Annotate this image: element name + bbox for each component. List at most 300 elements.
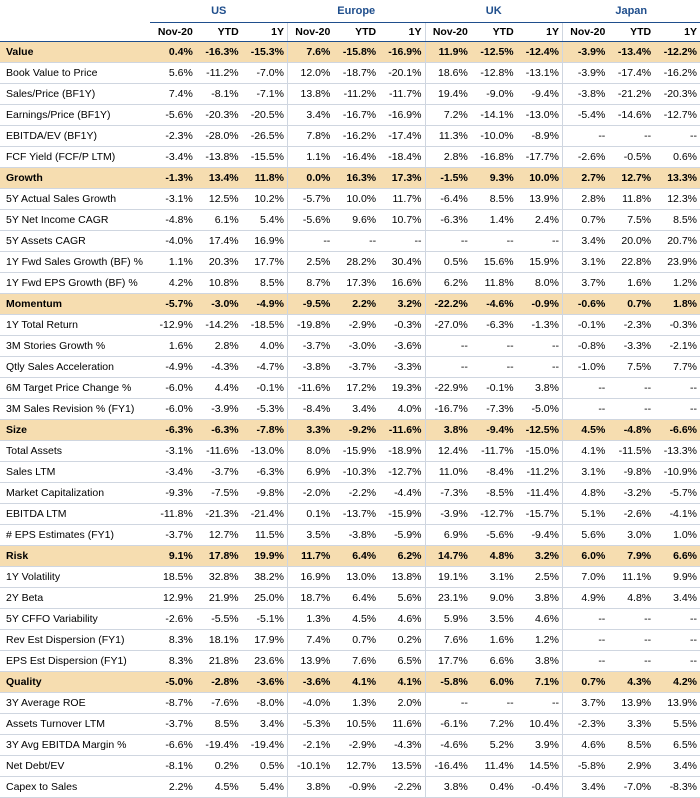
- value-cell: 6.1%: [196, 210, 242, 231]
- value-cell: 13.3%: [654, 168, 700, 189]
- label-column-header: [0, 23, 150, 42]
- region-header-japan: Japan: [562, 0, 700, 23]
- value-cell: 0.7%: [562, 672, 608, 693]
- value-cell: 16.3%: [333, 168, 379, 189]
- value-cell: -5.6%: [471, 525, 517, 546]
- value-cell: 8.5%: [196, 714, 242, 735]
- value-cell: -0.1%: [471, 378, 517, 399]
- value-cell: 7.2%: [425, 105, 471, 126]
- column-header: Nov-20: [287, 23, 333, 42]
- value-cell: 11.7%: [287, 546, 333, 567]
- value-cell: 4.6%: [562, 735, 608, 756]
- value-cell: 3.7%: [562, 273, 608, 294]
- value-cell: -16.2%: [654, 63, 700, 84]
- value-cell: --: [654, 651, 700, 672]
- value-cell: 4.2%: [654, 672, 700, 693]
- value-cell: -5.7%: [150, 294, 196, 315]
- value-cell: -3.1%: [150, 441, 196, 462]
- value-cell: -11.2%: [333, 84, 379, 105]
- value-cell: -2.1%: [287, 735, 333, 756]
- value-cell: -13.0%: [517, 105, 563, 126]
- table-row: [0, 210, 700, 231]
- value-cell: -1.3%: [150, 168, 196, 189]
- value-cell: -4.0%: [150, 231, 196, 252]
- value-cell: -3.2%: [608, 483, 654, 504]
- value-cell: 10.8%: [196, 273, 242, 294]
- row-label: FCF Yield (FCF/P LTM): [0, 147, 150, 168]
- value-cell: 2.5%: [517, 567, 563, 588]
- value-cell: -9.8%: [608, 462, 654, 483]
- value-cell: 4.6%: [379, 609, 425, 630]
- value-cell: -15.8%: [333, 42, 379, 63]
- value-cell: -0.3%: [379, 315, 425, 336]
- value-cell: -3.7%: [287, 336, 333, 357]
- value-cell: -5.5%: [196, 609, 242, 630]
- value-cell: 11.7%: [379, 189, 425, 210]
- value-cell: -7.0%: [608, 777, 654, 798]
- value-cell: -8.7%: [150, 693, 196, 714]
- row-label: Earnings/Price (BF1Y): [0, 105, 150, 126]
- value-cell: --: [654, 126, 700, 147]
- value-cell: 8.5%: [608, 735, 654, 756]
- row-label: Net Debt/EV: [0, 756, 150, 777]
- value-cell: --: [471, 357, 517, 378]
- value-cell: -12.2%: [654, 42, 700, 63]
- value-cell: -3.8%: [287, 357, 333, 378]
- value-cell: 7.6%: [333, 651, 379, 672]
- value-cell: -9.0%: [471, 84, 517, 105]
- value-cell: -7.3%: [425, 483, 471, 504]
- table-row: [0, 630, 700, 651]
- value-cell: 2.8%: [196, 336, 242, 357]
- value-cell: -2.6%: [150, 609, 196, 630]
- value-cell: --: [333, 231, 379, 252]
- table-row: [0, 504, 700, 525]
- value-cell: 7.6%: [425, 630, 471, 651]
- value-cell: 8.5%: [242, 273, 288, 294]
- value-cell: -3.9%: [196, 399, 242, 420]
- value-cell: 4.0%: [379, 399, 425, 420]
- value-cell: -14.2%: [196, 315, 242, 336]
- value-cell: -5.6%: [287, 210, 333, 231]
- value-cell: -3.7%: [150, 714, 196, 735]
- value-cell: -0.9%: [333, 777, 379, 798]
- value-cell: -8.3%: [654, 777, 700, 798]
- value-cell: -2.6%: [562, 147, 608, 168]
- value-cell: -6.6%: [654, 420, 700, 441]
- table-row: [0, 252, 700, 273]
- value-cell: 25.0%: [242, 588, 288, 609]
- value-cell: -17.4%: [379, 126, 425, 147]
- category-row: [0, 42, 700, 63]
- column-header: 1Y: [242, 23, 288, 42]
- value-cell: -3.6%: [287, 672, 333, 693]
- value-cell: 4.5%: [333, 609, 379, 630]
- value-cell: 6.0%: [562, 546, 608, 567]
- value-cell: -3.0%: [333, 336, 379, 357]
- value-cell: 0.7%: [608, 294, 654, 315]
- value-cell: -14.1%: [471, 105, 517, 126]
- value-cell: -9.5%: [287, 294, 333, 315]
- value-cell: -10.9%: [654, 462, 700, 483]
- value-cell: 7.7%: [654, 357, 700, 378]
- value-cell: 16.6%: [379, 273, 425, 294]
- value-cell: 17.3%: [379, 168, 425, 189]
- value-cell: 6.2%: [379, 546, 425, 567]
- value-cell: -10.0%: [471, 126, 517, 147]
- value-cell: -7.3%: [471, 399, 517, 420]
- column-header: 1Y: [654, 23, 700, 42]
- row-label: 5Y Net Income CAGR: [0, 210, 150, 231]
- value-cell: -7.0%: [242, 63, 288, 84]
- value-cell: --: [562, 126, 608, 147]
- value-cell: 12.9%: [150, 588, 196, 609]
- value-cell: -3.7%: [196, 462, 242, 483]
- value-cell: -11.4%: [517, 483, 563, 504]
- value-cell: -19.8%: [287, 315, 333, 336]
- value-cell: --: [562, 399, 608, 420]
- value-cell: -4.9%: [150, 357, 196, 378]
- value-cell: -2.8%: [196, 672, 242, 693]
- value-cell: -3.9%: [425, 504, 471, 525]
- value-cell: --: [379, 231, 425, 252]
- value-cell: -1.3%: [517, 315, 563, 336]
- value-cell: -5.3%: [242, 399, 288, 420]
- value-cell: 0.4%: [471, 777, 517, 798]
- row-label: Quality: [0, 672, 150, 693]
- value-cell: 20.3%: [196, 252, 242, 273]
- value-cell: -6.4%: [425, 189, 471, 210]
- value-cell: 4.1%: [379, 672, 425, 693]
- value-cell: -9.2%: [333, 420, 379, 441]
- value-cell: --: [562, 378, 608, 399]
- value-cell: -3.4%: [150, 462, 196, 483]
- value-cell: -13.3%: [654, 441, 700, 462]
- value-cell: 19.4%: [425, 84, 471, 105]
- value-cell: 7.0%: [562, 567, 608, 588]
- row-label: EBITDA/EV (BF1Y): [0, 126, 150, 147]
- value-cell: --: [654, 630, 700, 651]
- table-row: [0, 756, 700, 777]
- value-cell: --: [608, 609, 654, 630]
- value-cell: -16.7%: [425, 399, 471, 420]
- value-cell: 23.6%: [242, 651, 288, 672]
- value-cell: -5.0%: [517, 399, 563, 420]
- value-cell: -20.5%: [242, 105, 288, 126]
- table-row: [0, 147, 700, 168]
- value-cell: 16.9%: [287, 567, 333, 588]
- value-cell: -4.3%: [379, 735, 425, 756]
- value-cell: -18.7%: [333, 63, 379, 84]
- table-row: [0, 777, 700, 798]
- value-cell: --: [608, 378, 654, 399]
- table-row: [0, 567, 700, 588]
- value-cell: -3.7%: [333, 357, 379, 378]
- value-cell: 0.5%: [242, 756, 288, 777]
- row-label: Value: [0, 42, 150, 63]
- value-cell: -12.7%: [654, 105, 700, 126]
- value-cell: -9.3%: [150, 483, 196, 504]
- value-cell: -2.9%: [333, 315, 379, 336]
- value-cell: 6.5%: [379, 651, 425, 672]
- value-cell: -2.3%: [562, 714, 608, 735]
- value-cell: 0.5%: [425, 252, 471, 273]
- value-cell: -20.1%: [379, 63, 425, 84]
- value-cell: -11.6%: [196, 441, 242, 462]
- value-cell: 7.4%: [150, 84, 196, 105]
- row-label: 6M Target Price Change %: [0, 378, 150, 399]
- value-cell: 11.3%: [425, 126, 471, 147]
- value-cell: -21.3%: [196, 504, 242, 525]
- value-cell: -6.6%: [150, 735, 196, 756]
- value-cell: -5.7%: [287, 189, 333, 210]
- value-cell: 5.9%: [425, 609, 471, 630]
- table-row: [0, 588, 700, 609]
- row-label: 2Y Beta: [0, 588, 150, 609]
- value-cell: -8.0%: [242, 693, 288, 714]
- value-cell: 1.2%: [654, 273, 700, 294]
- value-cell: --: [471, 231, 517, 252]
- value-cell: -8.1%: [196, 84, 242, 105]
- value-cell: 3.3%: [608, 714, 654, 735]
- value-cell: 5.4%: [242, 777, 288, 798]
- value-cell: 18.7%: [287, 588, 333, 609]
- value-cell: 0.7%: [333, 630, 379, 651]
- value-cell: 13.0%: [333, 567, 379, 588]
- table-row: [0, 735, 700, 756]
- value-cell: 21.9%: [196, 588, 242, 609]
- value-cell: -3.0%: [196, 294, 242, 315]
- column-header-row: [0, 23, 700, 42]
- value-cell: -6.3%: [242, 462, 288, 483]
- value-cell: 0.7%: [562, 210, 608, 231]
- value-cell: 13.8%: [287, 84, 333, 105]
- value-cell: 3.4%: [562, 777, 608, 798]
- value-cell: -11.5%: [608, 441, 654, 462]
- row-label: Risk: [0, 546, 150, 567]
- value-cell: -2.3%: [150, 126, 196, 147]
- value-cell: 10.5%: [333, 714, 379, 735]
- value-cell: --: [562, 609, 608, 630]
- value-cell: -4.3%: [196, 357, 242, 378]
- value-cell: -6.1%: [425, 714, 471, 735]
- value-cell: 7.6%: [287, 42, 333, 63]
- value-cell: 3.3%: [287, 420, 333, 441]
- value-cell: 11.8%: [608, 189, 654, 210]
- value-cell: 4.3%: [608, 672, 654, 693]
- value-cell: -11.2%: [517, 462, 563, 483]
- row-label: Momentum: [0, 294, 150, 315]
- value-cell: -2.6%: [608, 504, 654, 525]
- value-cell: -0.5%: [608, 147, 654, 168]
- value-cell: 13.9%: [517, 189, 563, 210]
- value-cell: -13.1%: [517, 63, 563, 84]
- category-row: [0, 294, 700, 315]
- value-cell: --: [471, 693, 517, 714]
- value-cell: --: [608, 630, 654, 651]
- value-cell: --: [654, 399, 700, 420]
- value-cell: 1.3%: [287, 609, 333, 630]
- value-cell: 5.4%: [242, 210, 288, 231]
- table-row: [0, 693, 700, 714]
- value-cell: 17.8%: [196, 546, 242, 567]
- value-cell: -9.8%: [242, 483, 288, 504]
- value-cell: 2.2%: [333, 294, 379, 315]
- value-cell: 6.6%: [654, 546, 700, 567]
- value-cell: 15.9%: [517, 252, 563, 273]
- value-cell: 13.9%: [287, 651, 333, 672]
- value-cell: -21.4%: [242, 504, 288, 525]
- value-cell: 7.5%: [608, 210, 654, 231]
- region-header-europe: Europe: [287, 0, 425, 23]
- table-row: [0, 273, 700, 294]
- table-row: [0, 231, 700, 252]
- value-cell: 2.8%: [562, 189, 608, 210]
- value-cell: -5.9%: [379, 525, 425, 546]
- value-cell: -0.4%: [517, 777, 563, 798]
- value-cell: 10.0%: [333, 189, 379, 210]
- value-cell: --: [654, 378, 700, 399]
- value-cell: 7.2%: [471, 714, 517, 735]
- value-cell: -10.1%: [287, 756, 333, 777]
- value-cell: -4.8%: [150, 210, 196, 231]
- value-cell: 17.3%: [333, 273, 379, 294]
- value-cell: -10.3%: [333, 462, 379, 483]
- value-cell: 1.0%: [654, 525, 700, 546]
- value-cell: 2.0%: [379, 693, 425, 714]
- row-label: 3M Sales Revision % (FY1): [0, 399, 150, 420]
- value-cell: 0.1%: [287, 504, 333, 525]
- value-cell: -18.5%: [242, 315, 288, 336]
- value-cell: 6.0%: [471, 672, 517, 693]
- value-cell: -19.4%: [196, 735, 242, 756]
- value-cell: -16.7%: [333, 105, 379, 126]
- value-cell: 4.5%: [562, 420, 608, 441]
- value-cell: 3.1%: [562, 252, 608, 273]
- value-cell: 5.6%: [150, 63, 196, 84]
- value-cell: 18.1%: [196, 630, 242, 651]
- value-cell: --: [608, 399, 654, 420]
- value-cell: -20.3%: [654, 84, 700, 105]
- value-cell: -18.9%: [379, 441, 425, 462]
- value-cell: 12.0%: [287, 63, 333, 84]
- value-cell: 18.6%: [425, 63, 471, 84]
- value-cell: 11.6%: [379, 714, 425, 735]
- value-cell: 9.0%: [471, 588, 517, 609]
- value-cell: -16.3%: [196, 42, 242, 63]
- value-cell: 22.8%: [608, 252, 654, 273]
- value-cell: 11.4%: [471, 756, 517, 777]
- value-cell: -5.1%: [242, 609, 288, 630]
- value-cell: -0.8%: [562, 336, 608, 357]
- region-header-us: US: [150, 0, 287, 23]
- value-cell: -8.9%: [517, 126, 563, 147]
- value-cell: 6.4%: [333, 546, 379, 567]
- value-cell: 3.8%: [517, 651, 563, 672]
- value-cell: 3.5%: [471, 609, 517, 630]
- value-cell: 20.0%: [608, 231, 654, 252]
- value-cell: -5.0%: [150, 672, 196, 693]
- value-cell: 32.8%: [196, 567, 242, 588]
- value-cell: 18.5%: [150, 567, 196, 588]
- value-cell: -2.3%: [608, 315, 654, 336]
- value-cell: 11.9%: [425, 42, 471, 63]
- value-cell: -2.0%: [287, 483, 333, 504]
- value-cell: 3.8%: [425, 777, 471, 798]
- row-label: 3Y Avg EBITDA Margin %: [0, 735, 150, 756]
- value-cell: -16.4%: [425, 756, 471, 777]
- value-cell: -22.9%: [425, 378, 471, 399]
- value-cell: -12.7%: [471, 504, 517, 525]
- value-cell: 6.9%: [287, 462, 333, 483]
- value-cell: -6.3%: [150, 420, 196, 441]
- value-cell: --: [654, 609, 700, 630]
- value-cell: -16.9%: [379, 105, 425, 126]
- value-cell: 30.4%: [379, 252, 425, 273]
- row-label: Qtly Sales Acceleration: [0, 357, 150, 378]
- value-cell: 17.9%: [242, 630, 288, 651]
- value-cell: 0.0%: [287, 168, 333, 189]
- value-cell: -6.3%: [196, 420, 242, 441]
- value-cell: 8.7%: [287, 273, 333, 294]
- value-cell: 7.8%: [287, 126, 333, 147]
- value-cell: -3.8%: [333, 525, 379, 546]
- value-cell: -9.4%: [517, 525, 563, 546]
- value-cell: 12.3%: [654, 189, 700, 210]
- value-cell: 2.8%: [425, 147, 471, 168]
- row-label: # EPS Estimates (FY1): [0, 525, 150, 546]
- value-cell: 11.0%: [425, 462, 471, 483]
- value-cell: 3.0%: [608, 525, 654, 546]
- value-cell: 13.8%: [379, 567, 425, 588]
- value-cell: -17.4%: [608, 63, 654, 84]
- value-cell: -17.7%: [517, 147, 563, 168]
- value-cell: 2.4%: [517, 210, 563, 231]
- value-cell: 10.7%: [379, 210, 425, 231]
- category-row: [0, 546, 700, 567]
- value-cell: -8.1%: [150, 756, 196, 777]
- value-cell: -5.3%: [287, 714, 333, 735]
- row-label: 5Y CFFO Variability: [0, 609, 150, 630]
- value-cell: -11.8%: [150, 504, 196, 525]
- value-cell: -8.4%: [287, 399, 333, 420]
- value-cell: -2.9%: [333, 735, 379, 756]
- value-cell: -3.4%: [150, 147, 196, 168]
- row-label: Rev Est Dispersion (FY1): [0, 630, 150, 651]
- value-cell: 8.0%: [287, 441, 333, 462]
- value-cell: -12.9%: [150, 315, 196, 336]
- value-cell: -6.3%: [425, 210, 471, 231]
- value-cell: --: [517, 231, 563, 252]
- column-header: Nov-20: [425, 23, 471, 42]
- value-cell: -5.8%: [562, 756, 608, 777]
- value-cell: 19.3%: [379, 378, 425, 399]
- value-cell: 4.2%: [150, 273, 196, 294]
- value-cell: -16.8%: [471, 147, 517, 168]
- value-cell: -4.0%: [287, 693, 333, 714]
- value-cell: 3.4%: [287, 105, 333, 126]
- value-cell: 1.1%: [287, 147, 333, 168]
- table-row: [0, 462, 700, 483]
- value-cell: 0.2%: [379, 630, 425, 651]
- value-cell: 1.3%: [333, 693, 379, 714]
- value-cell: -12.5%: [471, 42, 517, 63]
- value-cell: 11.5%: [242, 525, 288, 546]
- value-cell: 4.5%: [196, 777, 242, 798]
- row-label: 1Y Volatility: [0, 567, 150, 588]
- value-cell: -3.3%: [379, 357, 425, 378]
- value-cell: 8.3%: [150, 630, 196, 651]
